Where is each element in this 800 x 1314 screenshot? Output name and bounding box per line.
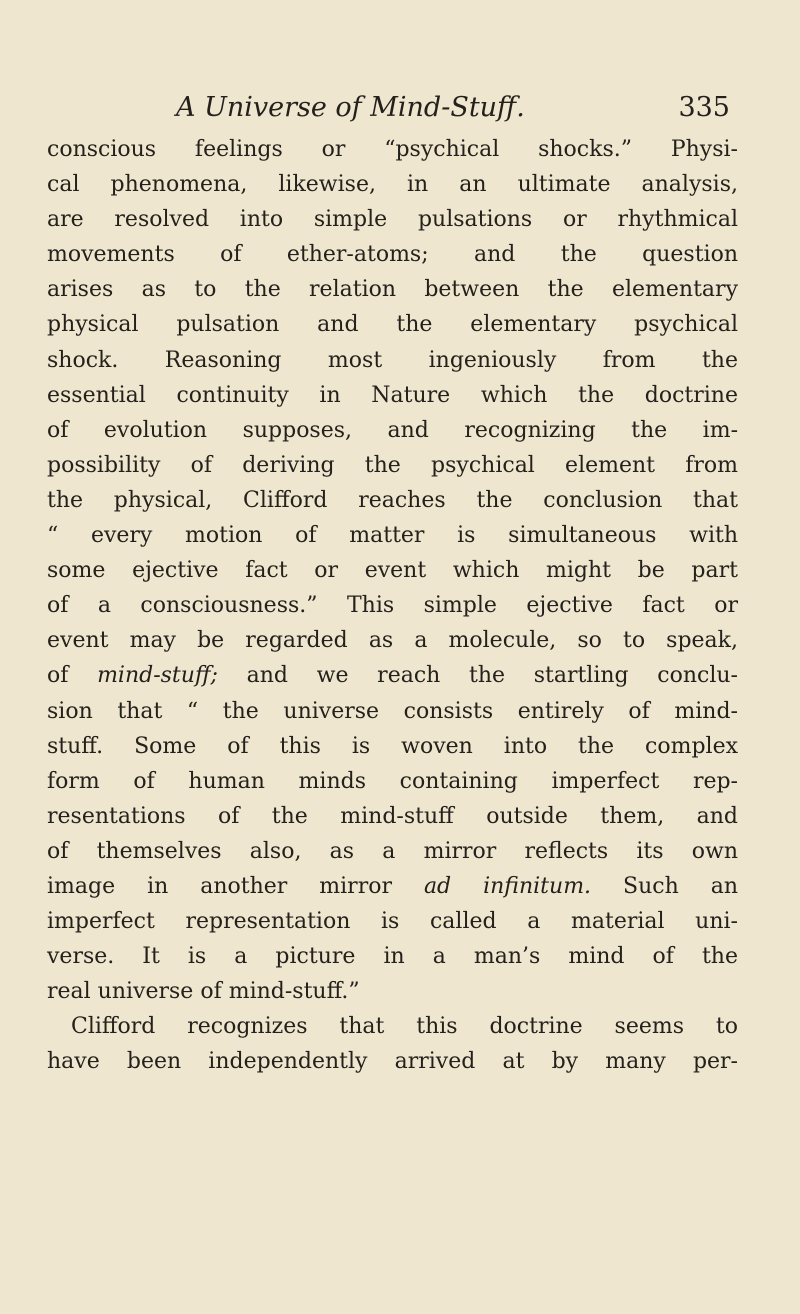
text-line-with-italic [47, 869, 738, 904]
text-line: cal phenomena, likewise, in an ultimate analysis, [47, 172, 738, 198]
body-text [47, 132, 738, 1080]
text-line: movements of ether-atoms; and the question [47, 242, 738, 268]
text-line: some ejective fact or event which might be part [47, 558, 738, 584]
text-line: event may be regarded as a molecule, so to speak, [47, 628, 738, 654]
page-number: 335 [678, 92, 730, 123]
line-text: of [47, 663, 98, 689]
text-line: are resolved into simple pulsations or rhythmical [47, 207, 738, 233]
line-text: image in another mirror [47, 873, 424, 899]
page-header [30, 92, 730, 132]
text-line: of evolution supposes, and recognizing the im- [47, 417, 738, 443]
text-line: arises as to the relation between the elementary [47, 277, 738, 303]
text-line: physical pulsation and the elementary psychical [47, 312, 738, 338]
text-line: form of human minds containing imperfect rep- [47, 768, 738, 794]
italic-phrase: ad infinitum. [423, 873, 592, 899]
text-line: possibility of deriving the psychical element from [47, 452, 738, 478]
text-line: shock. Reasoning most ingeniously from the [47, 347, 738, 373]
running-title: A Universe of Mind-Stuff. [176, 92, 525, 123]
text-line: real universe of mind-stuff.” [47, 979, 360, 1005]
text-line: the physical, Clifford reaches the conclusion that [47, 487, 738, 513]
text-line: conscious feelings or “psychical shocks.” Physi- [47, 137, 738, 162]
text-line: verse. It is a picture in a man’s mind of the [47, 944, 738, 970]
text-line: stuff. Some of this is woven into the complex [47, 733, 738, 759]
text-line-with-italic [47, 658, 738, 693]
line-text: and we reach the startling conclu- [217, 663, 738, 689]
line-text: Such an [591, 873, 738, 899]
text-line: resentations of the mind-stuff outside them, and [47, 803, 738, 829]
text-line: Clifford recognizes that this doctrine seems to [71, 1014, 738, 1040]
text-line: essential continuity in Nature which the doctrine [47, 382, 738, 408]
text-line: “ every motion of matter is simultaneous with [47, 523, 738, 549]
text-line: imperfect representation is called a material uni- [47, 909, 738, 935]
text-line: sion that “ the universe consists entirely of mind- [47, 698, 738, 724]
text-line: of a consciousness.” This simple ejective fact or [47, 593, 738, 619]
italic-phrase: mind-stuff; [97, 663, 218, 689]
text-line: of themselves also, as a mirror reflects its own [47, 838, 738, 864]
text-line: have been independently arrived at by many per- [47, 1049, 738, 1075]
